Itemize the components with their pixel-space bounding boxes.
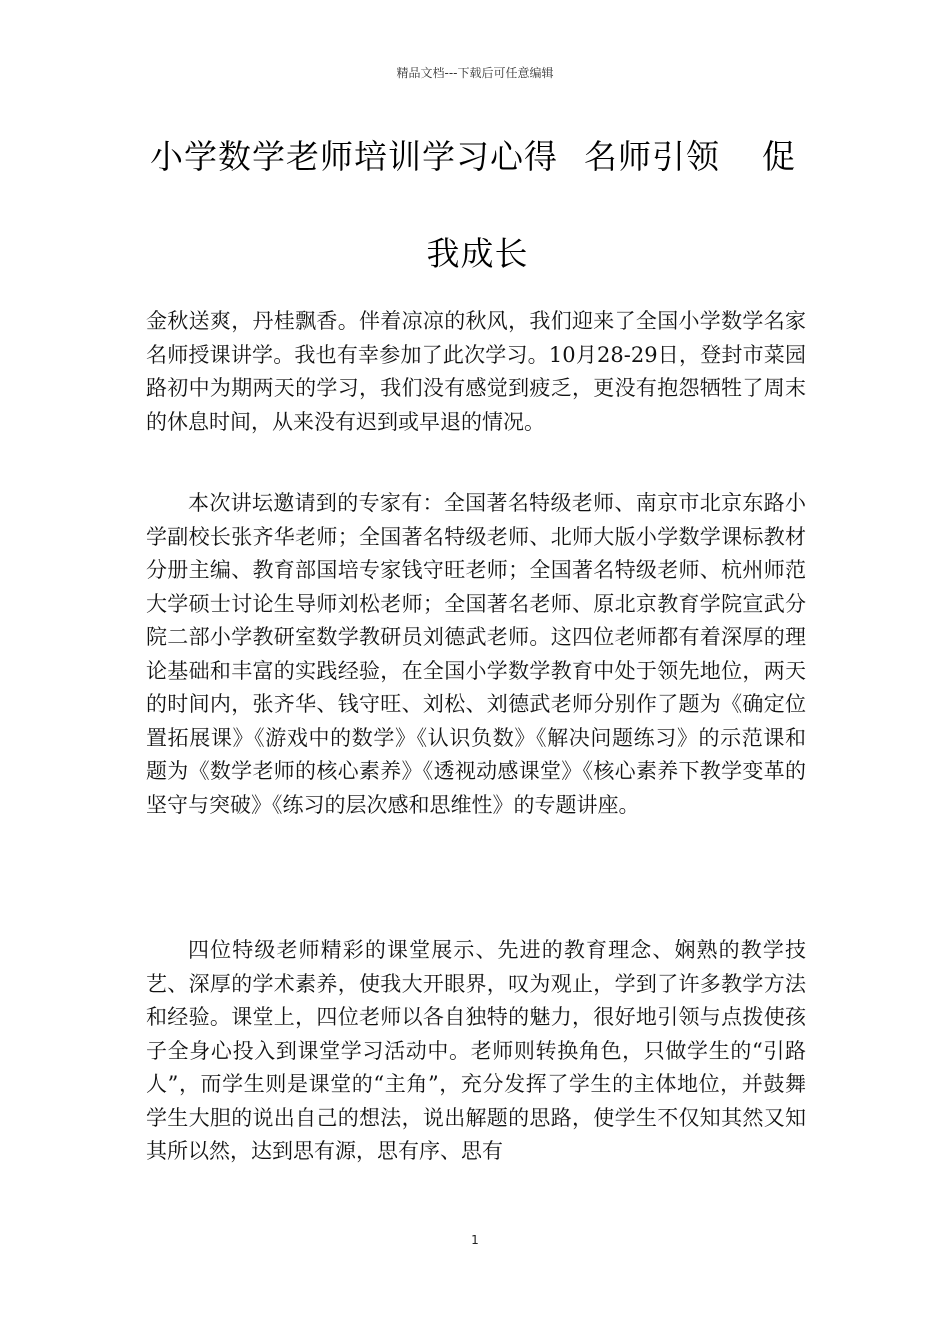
document-title-line-1 [150,131,805,178]
title-segment-2: 名师引领 [584,137,720,176]
paragraph-1: 金秋送爽，丹桂飘香。伴着凉凉的秋风，我们迎来了全国小学数学名家名师授课讲学。我也有幸参加了此次学习。10月28-29日，登封市菜园路初中为期两天的学习，我们没有感觉到疲乏，更没有抱怨牺牲了周末的休息时间，从来没有迟到或早退的情况。 [146,309,806,434]
paragraph-3: 四位特级老师精彩的课堂展示、先进的教育理念、娴熟的教学技艺、深厚的学术素养，使我大开眼界，叹为观止，学到了许多教学方法和经验。课堂上，四位老师以各自独特的魅力，很好地引领与点拨使孩子全身心投入到课堂学习活动中。老师则转换角色，只做学生的“引路人”，而学生则是课堂的“主角”，充分发挥了学生的主体地位，并鼓舞学生大胆的说出自己的想法，说出解题的思路，使学生不仅知其然又知其所以然，达到思有源，思有序、思有 [146,938,806,1163]
title-segment-1: 小学数学老师培训学习心得 [150,137,558,176]
paragraph-2: 本次讲坛邀请到的专家有：全国著名特级老师、南京市北京东路小学副校长张齐华老师；全国著名特级老师、北师大版小学数学课标教材分册主编、教育部国培专家钱守旺老师；全国著名特级老师、杭州师范大学硕士讨论生导师刘松老师；全国著名老师、原北京教育学院宣武分院二部小学教研室数学教研员刘德武老师。这四位老师都有着深厚的理论基础和丰富的实践经验，在全国小学数学教育中处于领先地位，两天的时间内，张齐华、钱守旺、刘松、刘德武老师分别作了题为《确定位置拓展课》《游戏中的数学》《认识负数》《解决问题练习》的示范课和题为《数学老师的核心素养》《透视动感课堂》《核心素养下教学变革的坚守与突破》《练习的层次感和思维性》的专题讲座。 [146,491,806,817]
page-number: 1 [471,1233,479,1247]
header-note: 精品文档---下载后可任意编辑 [396,66,554,80]
title-segment-3: 促 [762,137,796,176]
document-title-line-2: 我成长 [426,234,529,273]
